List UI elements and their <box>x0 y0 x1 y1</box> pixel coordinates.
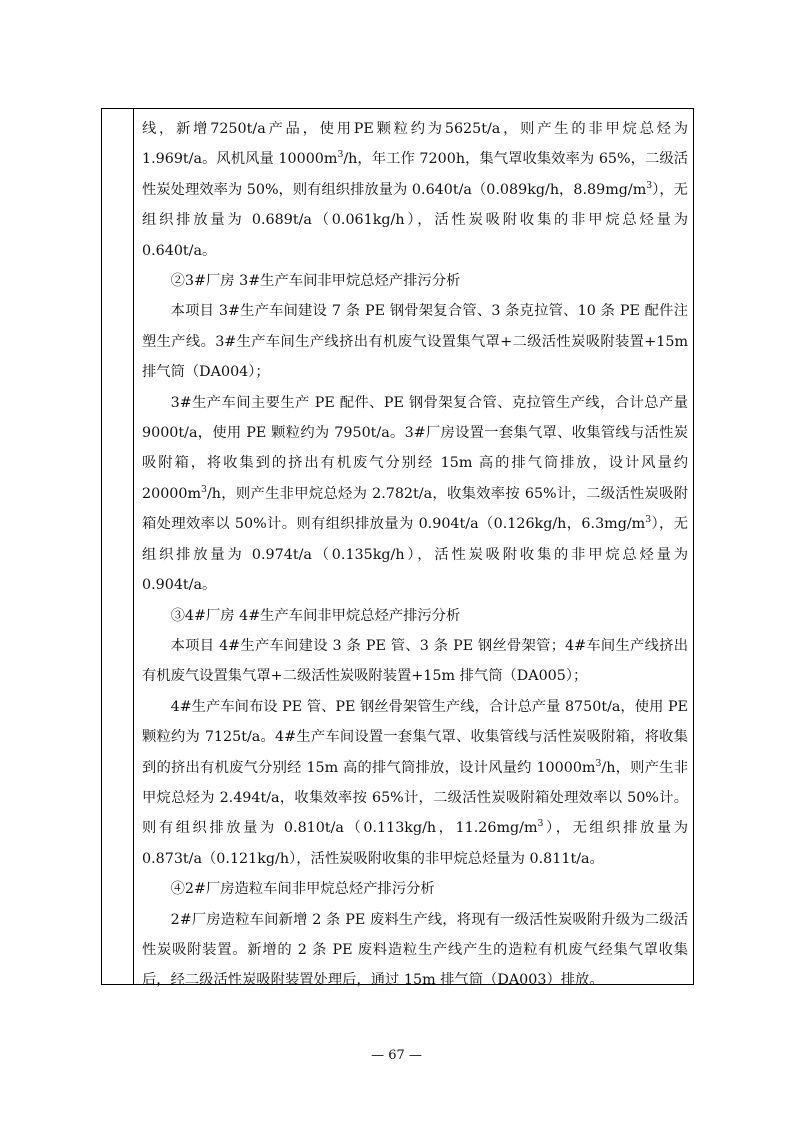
text-run: ②3#厂房 3#生产车间非甲烷总烃产排污分析 <box>170 273 461 290</box>
text-run: 本项目 4#生产车间建设 3 条 PE 管、3 条 PE 钢丝骨架管；4#车间生产线挤出有机废气设置集气罩+二级活性炭吸附装置+15m 排气筒（DA005）； <box>142 637 688 685</box>
paragraph <box>142 692 688 874</box>
text-run: /h，则产生非甲烷总烃为 2.782t/a，收集效率按 65%计，二级活性炭吸附箱处理效率以 50%计。则有组织排放量为 0.904t/a（0.126kg/h，6.3mg/m <box>142 485 688 533</box>
text-run: 本项目 3#生产车间建设 7 条 PE 钢骨架复合管、3 条克拉管、10 条 PE 配件注塑生产线。3#生产车间生产线挤出有机废气设置集气罩+二级活性炭吸附装置+15m 排气筒（DA004）； <box>142 303 688 381</box>
paragraph <box>142 631 688 692</box>
text-run: 2#厂房造粒车间新增 2 条 PE 废料生产线，将现有一级活性炭吸附升级为二级活性炭吸附装置。新增的 2 条 PE 废料造粒生产线产生的造粒有机废气经集气罩收集后，经二级活性炭吸附装置处理后，通过 15m 排气筒（DA003）排放。 <box>142 911 688 989</box>
text-run: ④2#厂房造粒车间非甲烷总烃产排污分析 <box>170 881 435 898</box>
paragraph <box>142 874 688 904</box>
paragraph <box>142 905 688 996</box>
text-run: ），无组织排放量为 0.689t/a（0.061kg/h），活性炭吸附收集的非甲烷总烃量为 0.640t/a。 <box>142 181 688 259</box>
text-run: ③4#厂房 4#生产车间非甲烷总烃产排污分析 <box>170 607 461 624</box>
superscript: 3 <box>595 757 602 769</box>
text-run: /h，则产生非甲烷总烃为 2.494t/a，收集效率按 65%计，二级活性炭吸附箱处理效率以 50%计。则有组织排放量为 0.810t/a（0.113kg/h，11.26mg/m <box>142 759 688 837</box>
paragraph <box>142 114 688 266</box>
superscript: 3 <box>201 484 207 496</box>
text-run: ），无组织排放量为 0.873t/a（0.121kg/h），活性炭吸附收集的非甲烷总烃量为 0.811t/a。 <box>142 820 688 867</box>
text-run: ），无组织排放量为 0.974t/a（0.135kg/h），活性炭吸附收集的非甲烷总烃量为 0.904t/a。 <box>142 516 688 594</box>
text-run: 线，新增7250t/a产品，使用PE颗粒约为5625t/a，则产生的非甲烷总烃为1.969t/a。风机风量 10000m <box>142 121 688 168</box>
page-number: — 67 — <box>371 1048 422 1063</box>
paragraph <box>142 388 688 601</box>
text-run: /h，年工作 7200h，集气罩收集效率为 65%，二级活性炭处理效率为 50%，则有组织排放量为 0.640t/a（0.089kg/h，8.89mg/m <box>142 151 688 198</box>
paragraph <box>142 266 688 296</box>
superscript: 3 <box>537 818 544 830</box>
text-run: 3#生产车间主要生产 PE 配件、PE 钢骨架复合管、克拉管生产线，合计总产量 9000t/a，使用 PE 颗粒约为 7950t/a。3#厂房设置一套集气罩、收集管线与活性炭吸附箱，将收集到的挤出有机废气分别经 15m 高的排气筒排放，设计风量约 20000m <box>142 394 688 502</box>
superscript: 3 <box>337 149 344 161</box>
superscript: 3 <box>646 180 653 192</box>
document-body <box>142 114 688 996</box>
text-run: 4#生产车间布设 PE 管、PE 钢丝骨架管生产线，合计总产量 8750t/a，使用 PE 颗粒约为 7125t/a。4#生产车间设置一套集气罩、收集管线与活性炭吸附箱，将收集到的挤出有机废气分别经 15m 高的排气筒排放，设计风量约 10000m <box>142 698 688 776</box>
paragraph <box>142 296 688 387</box>
superscript: 3 <box>645 514 652 526</box>
paragraph <box>142 601 688 631</box>
table-column-divider <box>133 108 134 985</box>
